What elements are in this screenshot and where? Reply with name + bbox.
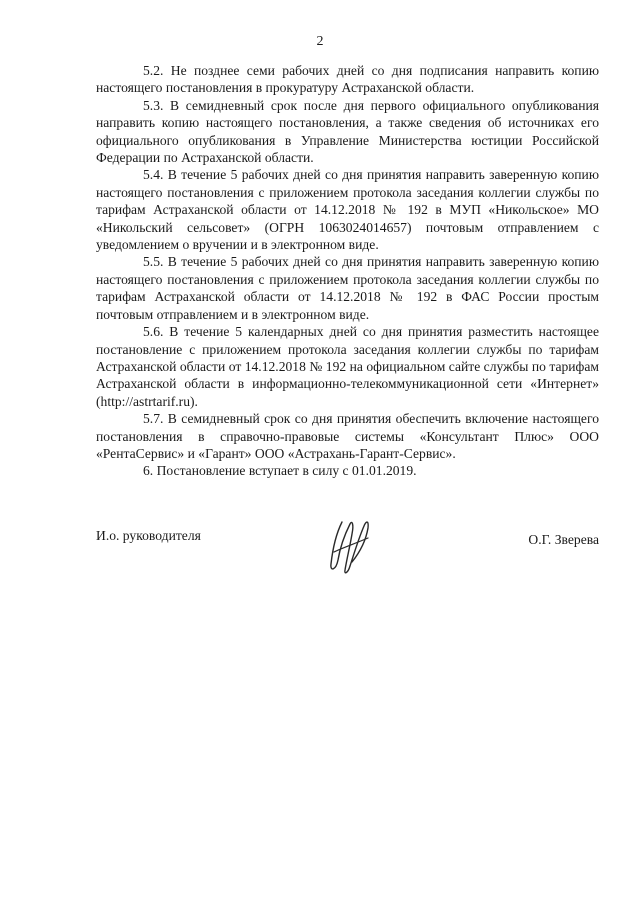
paragraph-5-5: 5.5. В течение 5 рабочих дней со дня принятия направить заверенную копию настоящего постановления с приложением протокола заседания коллегии службы по тарифам Астраханской области от 14.12.2018 № 192 в ФАС России простым почтовым отправлением и в электронном виде.: [96, 254, 599, 322]
paragraph-5-2: 5.2. Не позднее семи рабочих дней со дня подписания направить копию настоящего постановления в прокуратуру Астраханской области.: [96, 63, 599, 96]
handwritten-signature: [328, 512, 374, 578]
page-number: 2: [316, 34, 324, 49]
paragraph-5-3: 5.3. В семидневный срок после дня первого официального опубликования направить копию настоящего постановления, а также сведения об источниках его официального опубликования в Управление Министерства юстиции Российской Федерации по Астраханской области.: [96, 97, 599, 166]
signatory-position: И.о. руководителя: [96, 528, 201, 543]
document-body: [96, 62, 599, 480]
signature-block: [96, 512, 599, 592]
paragraph-6: 6. Постановление вступает в силу с 01.01.2019.: [143, 463, 417, 479]
paragraph-5-7: 5.7. В семидневный срок со дня принятия обеспечить включение настоящего постановления в справочно-правовые системы «Консультант Плюс» ООО «РентаСервис» и «Гарант» ООО «Астрахань-Гарант-Сервис».: [96, 411, 599, 461]
paragraph-5-6: 5.6. В течение 5 календарных дней со дня принятия разместить настоящее постановление с приложением протокола заседания коллегии службы по тарифам Астраханской области от 14.12.2018 № 192 на официальном сайте службы по тарифам Астраханской области в информационно-телекоммуникационной сети «Интернет» (http://astrtarif.ru).: [96, 324, 599, 409]
paragraph-5-4: 5.4. В течение 5 рабочих дней со дня принятия направить заверенную копию настоящего постановления с приложением протокола заседания коллегии службы по тарифам Астраханской области от 14.12.2018 № 192 в МУП «Никольское» МО «Никольский сельсовет» (ОГРН 1063024014657) почтовым отправлением с уведомлением о вручении и в электронном виде.: [96, 167, 599, 253]
signatory-name: О.Г. Зверева: [528, 532, 599, 547]
